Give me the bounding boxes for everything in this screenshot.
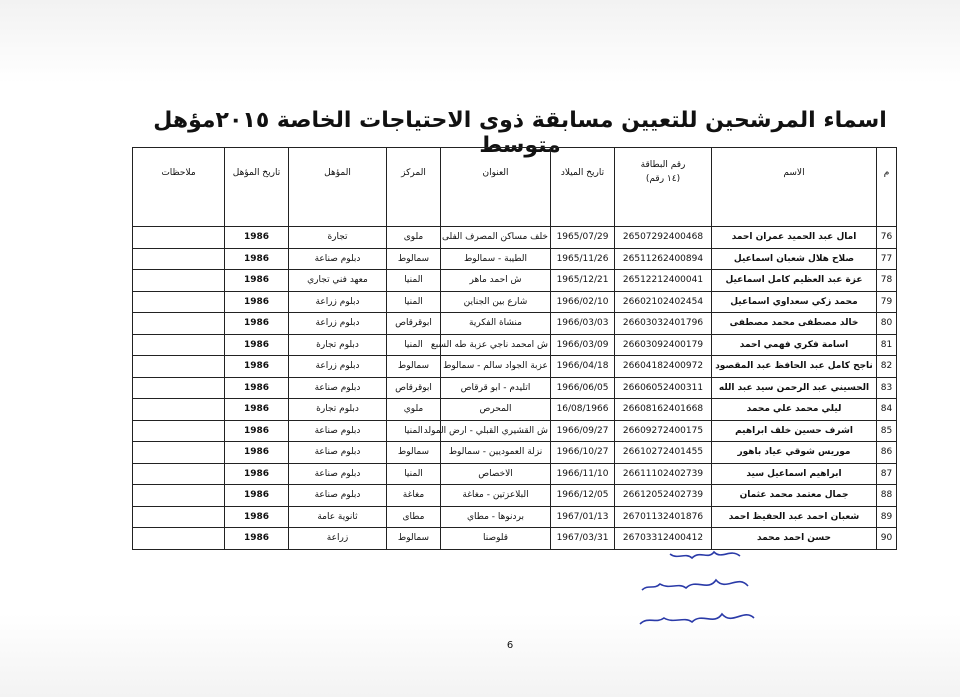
address-cell: منشاة الفكرية xyxy=(441,313,551,335)
national-id-cell: 26603092400179 xyxy=(615,334,712,356)
header-national-id-sub: (١٤ رقم) xyxy=(645,174,681,184)
qualification-cell: دبلوم زراعة xyxy=(289,291,387,313)
center-cell: ملوى xyxy=(387,227,441,249)
birth-date-cell: 1966/03/03 xyxy=(551,313,615,335)
row-number-cell: 84 xyxy=(877,399,897,421)
national-id-cell: 26603032401796 xyxy=(615,313,712,335)
qualification-year-cell: 1986 xyxy=(225,334,289,356)
candidate-name-cell: صلاح هلال شعبان اسماعيل xyxy=(712,248,877,270)
address-cell: ش امحمد ناجي عزبة طه السبع xyxy=(441,334,551,356)
qualification-year-cell: 1986 xyxy=(225,528,289,550)
address-cell: الطيبة - سمالوط xyxy=(441,248,551,270)
header-national-id xyxy=(615,148,712,227)
qualification-year-cell: 1986 xyxy=(225,485,289,507)
candidate-name-cell: امال عبد الحميد عمران احمد xyxy=(712,227,877,249)
notes-cell xyxy=(133,270,225,292)
center-cell: ابوقرقاص xyxy=(387,313,441,335)
qualification-year-cell: 1986 xyxy=(225,377,289,399)
center-cell: مغاغة xyxy=(387,485,441,507)
center-cell: المنيا xyxy=(387,463,441,485)
table-row xyxy=(133,270,897,292)
national-id-cell: 26604182400972 xyxy=(615,356,712,378)
handwritten-signatures xyxy=(630,538,770,658)
table-row xyxy=(133,506,897,528)
qualification-year-cell: 1986 xyxy=(225,506,289,528)
row-number-cell: 83 xyxy=(877,377,897,399)
birth-date-cell: 1965/11/26 xyxy=(551,248,615,270)
header-national-id-label: رقم البطاقة xyxy=(640,160,686,170)
address-cell: قلوصنا xyxy=(441,528,551,550)
qualification-year-cell: 1986 xyxy=(225,270,289,292)
table-header-row xyxy=(133,148,897,227)
birth-date-cell: 1966/04/18 xyxy=(551,356,615,378)
qualification-cell: دبلوم تجارة xyxy=(289,399,387,421)
center-cell: المنيا xyxy=(387,334,441,356)
center-cell: المنيا xyxy=(387,270,441,292)
candidate-name-cell: ليلي محمد علي محمد xyxy=(712,399,877,421)
national-id-cell: 26507292400468 xyxy=(615,227,712,249)
table-row xyxy=(133,291,897,313)
national-id-cell: 26701132401876 xyxy=(615,506,712,528)
qualification-cell: دبلوم زراعة xyxy=(289,313,387,335)
center-cell: سمالوط xyxy=(387,442,441,464)
table-row xyxy=(133,227,897,249)
qualification-year-cell: 1986 xyxy=(225,291,289,313)
qualification-cell: دبلوم تجارة xyxy=(289,334,387,356)
qualification-year-cell: 1986 xyxy=(225,442,289,464)
notes-cell xyxy=(133,356,225,378)
birth-date-cell: 1967/03/31 xyxy=(551,528,615,550)
qualification-cell: معهد فني تجاري xyxy=(289,270,387,292)
notes-cell xyxy=(133,528,225,550)
table-row xyxy=(133,334,897,356)
row-number-cell: 78 xyxy=(877,270,897,292)
header-name: الاسم xyxy=(712,148,877,227)
birth-date-cell: 1966/11/10 xyxy=(551,463,615,485)
header-center: المركز xyxy=(387,148,441,227)
candidate-name-cell: موريس شوقي عياد باهور xyxy=(712,442,877,464)
birth-date-cell: 1967/01/13 xyxy=(551,506,615,528)
row-number-cell: 77 xyxy=(877,248,897,270)
notes-cell xyxy=(133,420,225,442)
table-row xyxy=(133,356,897,378)
candidate-name-cell: اسامة فكري فهمي احمد xyxy=(712,334,877,356)
address-cell: الاخصاص xyxy=(441,463,551,485)
candidate-name-cell: خالد مصطفى محمد مصطفى xyxy=(712,313,877,335)
national-id-cell: 26602102402454 xyxy=(615,291,712,313)
address-cell: شارع بين الجناين xyxy=(441,291,551,313)
qualification-cell: دبلوم صناعة xyxy=(289,420,387,442)
row-number-cell: 89 xyxy=(877,506,897,528)
notes-cell xyxy=(133,291,225,313)
notes-cell xyxy=(133,399,225,421)
birth-date-cell: 1965/07/29 xyxy=(551,227,615,249)
candidate-name-cell: ناجح كامل عبد الحافظ عبد المقصود xyxy=(712,356,877,378)
birth-date-cell: 1966/10/27 xyxy=(551,442,615,464)
table-row xyxy=(133,528,897,550)
birth-date-cell: 16/08/1966 xyxy=(551,399,615,421)
row-number-cell: 85 xyxy=(877,420,897,442)
table-row xyxy=(133,399,897,421)
page-title: اسماء المرشحين للتعيين مسابقة ذوى الاحتياجات الخاصة ٢٠١٥مؤهل متوسط xyxy=(153,108,887,158)
header-notes: ملاحظات xyxy=(133,148,225,227)
address-cell: نزلة العموديين - سمالوط xyxy=(441,442,551,464)
national-id-cell: 26612052402739 xyxy=(615,485,712,507)
birth-date-cell: 1966/02/10 xyxy=(551,291,615,313)
row-number-cell: 90 xyxy=(877,528,897,550)
national-id-cell: 26512212400041 xyxy=(615,270,712,292)
center-cell: ملوي xyxy=(387,399,441,421)
address-cell: اتليدم - ابو قرقاص xyxy=(441,377,551,399)
row-number-cell: 81 xyxy=(877,334,897,356)
header-qualification: المؤهل xyxy=(289,148,387,227)
address-cell: ش القشيري القبلي - ارض المولد xyxy=(441,420,551,442)
birth-date-cell: 1966/09/27 xyxy=(551,420,615,442)
qualification-cell: ثانوية عامة xyxy=(289,506,387,528)
row-number-cell: 82 xyxy=(877,356,897,378)
candidate-name-cell: الحسيني عبد الرحمن سيد عبد الله xyxy=(712,377,877,399)
address-cell: البلاعزتين - مغاغة xyxy=(441,485,551,507)
address-cell: بردنوها - مطاي xyxy=(441,506,551,528)
page-number: 6 xyxy=(506,640,514,651)
birth-date-cell: 1965/12/21 xyxy=(551,270,615,292)
address-cell: ش احمد ماهر xyxy=(441,270,551,292)
notes-cell xyxy=(133,248,225,270)
national-id-cell: 26608162401668 xyxy=(615,399,712,421)
qualification-cell: دبلوم صناعة xyxy=(289,248,387,270)
birth-date-cell: 1966/12/05 xyxy=(551,485,615,507)
notes-cell xyxy=(133,313,225,335)
qualification-year-cell: 1986 xyxy=(225,313,289,335)
center-cell: المنيا xyxy=(387,291,441,313)
qualification-year-cell: 1986 xyxy=(225,227,289,249)
qualification-cell: دبلوم صناعة xyxy=(289,463,387,485)
table-body xyxy=(133,227,897,550)
qualification-cell: دبلوم صناعة xyxy=(289,377,387,399)
candidate-name-cell: عزة عبد العظيم كامل اسماعيل xyxy=(712,270,877,292)
candidates-table xyxy=(132,147,897,550)
qualification-year-cell: 1986 xyxy=(225,248,289,270)
qualification-year-cell: 1986 xyxy=(225,399,289,421)
notes-cell xyxy=(133,506,225,528)
table-row xyxy=(133,485,897,507)
qualification-cell: زراعة xyxy=(289,528,387,550)
candidate-name-cell: حسن احمد محمد xyxy=(712,528,877,550)
center-cell: سمالوط xyxy=(387,356,441,378)
national-id-cell: 26703312400412 xyxy=(615,528,712,550)
qualification-cell: دبلوم صناعة xyxy=(289,485,387,507)
center-cell: مطاى xyxy=(387,506,441,528)
qualification-year-cell: 1986 xyxy=(225,420,289,442)
center-cell: المنيا xyxy=(387,420,441,442)
birth-date-cell: 1966/03/09 xyxy=(551,334,615,356)
header-address: العنوان xyxy=(441,148,551,227)
national-id-cell: 26606052400311 xyxy=(615,377,712,399)
candidate-name-cell: شعبان احمد عبد الحفيظ احمد xyxy=(712,506,877,528)
center-cell: سمالوط xyxy=(387,528,441,550)
notes-cell xyxy=(133,377,225,399)
candidate-name-cell: ابراهيم اسماعيل سيد xyxy=(712,463,877,485)
row-number-cell: 76 xyxy=(877,227,897,249)
national-id-cell: 26611102402739 xyxy=(615,463,712,485)
address-cell: خلف مساكن المصرف الفلى xyxy=(441,227,551,249)
notes-cell xyxy=(133,463,225,485)
notes-cell xyxy=(133,485,225,507)
table-row xyxy=(133,313,897,335)
notes-cell xyxy=(133,334,225,356)
table-row xyxy=(133,377,897,399)
table-row xyxy=(133,248,897,270)
address-cell: المحرص xyxy=(441,399,551,421)
qualification-cell: دبلوم صناعة xyxy=(289,442,387,464)
notes-cell xyxy=(133,227,225,249)
candidate-name-cell: اشرف حسين خلف ابراهيم xyxy=(712,420,877,442)
center-cell: ابوقرقاص xyxy=(387,377,441,399)
row-number-cell: 86 xyxy=(877,442,897,464)
header-qual-date: تاريخ المؤهل xyxy=(225,148,289,227)
table-row xyxy=(133,420,897,442)
row-number-cell: 80 xyxy=(877,313,897,335)
table-row xyxy=(133,463,897,485)
national-id-cell: 26609272400175 xyxy=(615,420,712,442)
notes-cell xyxy=(133,442,225,464)
qualification-year-cell: 1986 xyxy=(225,356,289,378)
candidate-name-cell: محمد زكي سعداوي اسماعيل xyxy=(712,291,877,313)
national-id-cell: 26511262400894 xyxy=(615,248,712,270)
qualification-cell: تجارة xyxy=(289,227,387,249)
birth-date-cell: 1966/06/05 xyxy=(551,377,615,399)
center-cell: سمالوط xyxy=(387,248,441,270)
header-dob: تاريخ الميلاد xyxy=(551,148,615,227)
national-id-cell: 26610272401455 xyxy=(615,442,712,464)
qualification-year-cell: 1986 xyxy=(225,463,289,485)
table-row xyxy=(133,442,897,464)
row-number-cell: 79 xyxy=(877,291,897,313)
row-number-cell: 87 xyxy=(877,463,897,485)
candidate-name-cell: جمال معتمد محمد عثمان xyxy=(712,485,877,507)
header-num: م xyxy=(877,148,897,227)
row-number-cell: 88 xyxy=(877,485,897,507)
address-cell: عزبة الجواد سالم - سمالوط xyxy=(441,356,551,378)
qualification-cell: دبلوم زراعة xyxy=(289,356,387,378)
